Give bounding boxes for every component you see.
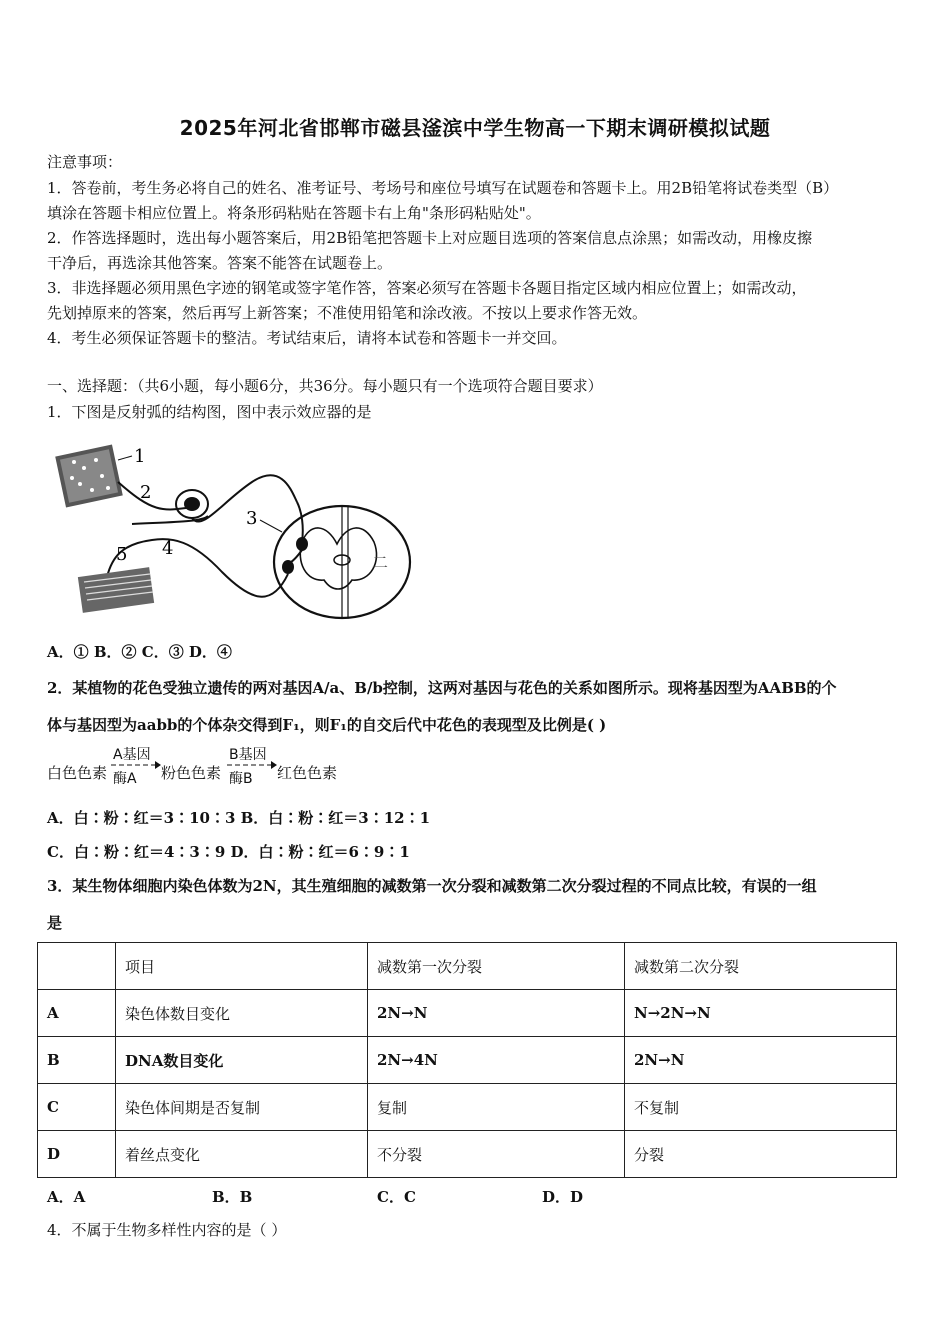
- table-cell: 2N→N: [625, 1037, 897, 1084]
- q3-stem-line1: 3．某生物体细胞内染色体数为2N，其生殖细胞的减数第一次分裂和减数第二次分裂过程的不同点比较，有误的一组: [47, 877, 817, 895]
- q3-option-c: C．C: [377, 1188, 416, 1206]
- table-cell: 项目: [116, 943, 368, 990]
- section-heading: 一、选择题：（共6小题，每小题6分，共36分。每小题只有一个选项符合题目要求）: [47, 377, 603, 395]
- q3-option-a: A．A: [47, 1188, 86, 1206]
- q4-stem: 4．不属于生物多样性内容的是（ ）: [47, 1221, 287, 1239]
- pigment-pathway: [47, 742, 447, 786]
- q3-option-d: D．D: [542, 1188, 584, 1206]
- notice-line: 先划掉原来的答案，然后再写上新答案；不准使用铅笔和涂改液。不按以上要求作答无效。: [47, 304, 648, 322]
- notice-line: 4．考生必须保证答题卡的整洁。考试结束后，请将本试卷和答题卡一并交回。: [47, 329, 567, 347]
- diagram-label: 1: [134, 446, 146, 467]
- table-cell: B: [38, 1037, 116, 1084]
- table-cell: 分裂: [625, 1131, 897, 1178]
- table-cell: N→2N→N: [625, 990, 897, 1037]
- gene-b-label: B基因: [229, 747, 267, 763]
- table-row: [38, 1131, 897, 1178]
- table-row: [38, 990, 897, 1037]
- reflex-arc-diagram: [52, 432, 412, 622]
- q1-options: A．① B．② C．③ D．④: [47, 643, 232, 661]
- table-header-row: [38, 943, 897, 990]
- table-cell: DNA数目变化: [116, 1037, 368, 1084]
- notice-line: 干净后，再选涂其他答案。答案不能答在试题卷上。: [47, 254, 393, 272]
- table-cell: D: [38, 1131, 116, 1178]
- white-pigment: 白色色素: [47, 764, 108, 782]
- table-cell: 复制: [368, 1084, 625, 1131]
- table-cell: 减数第一次分裂: [368, 943, 625, 990]
- svg-text:二: 二: [372, 553, 389, 572]
- q2-stem-line2: 体与基因型为aabb的个体杂交得到F₁，则F₁的自交后代中花色的表现型及比例是( ): [47, 716, 607, 734]
- table-row: [38, 1037, 897, 1084]
- arrow-gene-b: [227, 742, 277, 786]
- pink-pigment: 粉色色素: [161, 764, 222, 782]
- table-cell: 染色体间期是否复制: [116, 1084, 368, 1131]
- q1-stem: 1．下图是反射弧的结构图，图中表示效应器的是: [47, 403, 372, 421]
- diagram-label: 2: [140, 482, 152, 503]
- notice-line: 3．非选择题必须用黑色字迹的钢笔或签字笔作答，答案必须写在答题卡各题目指定区域内相应位置上；如需改动，: [47, 279, 807, 297]
- table-cell: A: [38, 990, 116, 1037]
- diagram-label: 3: [246, 508, 258, 529]
- notice-line: 1．答卷前，考生务必将自己的姓名、准考证号、考场号和座位号填写在试题卷和答题卡上。用2B铅笔将试卷类型（B）: [47, 179, 839, 197]
- notice-line: 2．作答选择题时，选出每小题答案后，用2B铅笔把答题卡上对应题目选项的答案信息点涂黑；如需改动，用橡皮擦: [47, 229, 813, 247]
- table-row: [38, 1084, 897, 1131]
- table-cell: [38, 943, 116, 990]
- diagram-label: 5: [116, 544, 128, 565]
- table-cell: 染色体数目变化: [116, 990, 368, 1037]
- table-cell: 不分裂: [368, 1131, 625, 1178]
- arrow-gene-a: [111, 742, 161, 786]
- table-cell: 减数第二次分裂: [625, 943, 897, 990]
- q3-stem-line2: 是: [47, 914, 63, 932]
- q2-stem-line1: 2．某植物的花色受独立遗传的两对基因A/a、B/b控制，这两对基因与花色的关系如图所示。现将基因型为AABB的个: [47, 679, 837, 697]
- table-cell: 2N→N: [368, 990, 625, 1037]
- q2-options-line2: C．白∶粉∶红＝4∶3∶9 D．白∶粉∶红＝6∶9∶1: [47, 843, 410, 861]
- table-cell: C: [38, 1084, 116, 1131]
- q2-options-line1: A．白∶粉∶红＝3∶10∶3 B．白∶粉∶红＝3∶12∶1: [47, 809, 431, 827]
- table-cell: 2N→4N: [368, 1037, 625, 1084]
- page-title: 2025年河北省邯郸市磁县滏滨中学生物高一下期末调研模拟试题: [179, 116, 771, 140]
- comparison-table: [37, 942, 897, 1178]
- red-pigment: 红色色素: [277, 764, 338, 782]
- table-cell: 着丝点变化: [116, 1131, 368, 1178]
- effector-muscle-block: [78, 567, 154, 613]
- q3-option-b: B．B: [212, 1188, 253, 1206]
- diagram-label: 4: [162, 538, 174, 559]
- gene-a-label: A基因: [113, 747, 151, 763]
- table-cell: 不复制: [625, 1084, 897, 1131]
- receptor-skin-block: [55, 445, 123, 508]
- enzyme-b-label: 酶B: [229, 771, 253, 787]
- enzyme-a-label: 酶A: [113, 771, 137, 787]
- notice-line: 填涂在答题卡相应位置上。将条形码粘贴在答题卡右上角"条形码粘贴处"。: [47, 204, 541, 222]
- notice-heading: 注意事项：: [47, 153, 123, 171]
